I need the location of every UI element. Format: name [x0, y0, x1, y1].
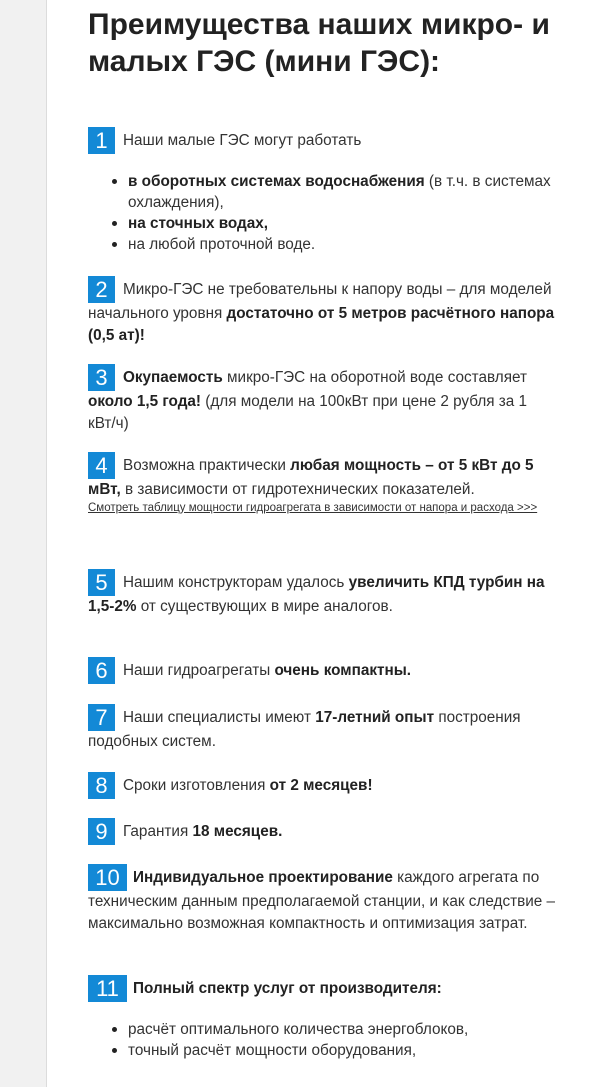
advantage-item-1: [88, 127, 558, 255]
bullet-list: [88, 1019, 558, 1061]
list-item: на сточных водах,: [128, 213, 558, 234]
article-content: [88, 0, 558, 1059]
list-item: в оборотных системах водоснабжения (в т.ч. в системах охлаждения),: [128, 171, 558, 213]
item-number-badge: 4: [88, 452, 115, 479]
advantage-item-4: 4 Возможна практически любая мощность – от 5 кВт до 5 мВт, в зависимости от гидротехнических показателей. Смотреть таблицу мощности гидроагрегата в зависимости от напора и расхода >>>: [88, 452, 558, 515]
item-number-badge: 2: [88, 276, 115, 303]
list-item: расчёт оптимального количества энергоблоков,: [128, 1019, 558, 1040]
advantage-item-8: 8 Сроки изготовления от 2 месяцев!: [88, 772, 558, 799]
bullet-list: [88, 171, 558, 255]
item-number-badge: 7: [88, 704, 115, 731]
item-number-badge: 9: [88, 818, 115, 845]
advantage-item-11: 11 Полный спектр услуг от производителя: расчёт оптимального количества энергоблоков, точный расчёт мощности оборудования,: [88, 975, 558, 1061]
list-item: точный расчёт мощности оборудования,: [128, 1040, 558, 1061]
item-number-badge: 11: [88, 975, 127, 1002]
item-number-badge: 3: [88, 364, 115, 391]
advantage-item-2: 2 Микро-ГЭС не требовательны к напору воды – для моделей начального уровня достаточно от 5 метров расчётного напора (0,5 ат)!: [88, 277, 555, 344]
page-title: Преимущества наших микро- и малых ГЭС (мини ГЭС):: [88, 8, 550, 78]
advantage-item-7: 7 Наши специалисты имеют 17-летний опыт построения подобных систем.: [88, 705, 521, 750]
item-text: Наши малые ГЭС могут работать: [123, 132, 362, 149]
item-number-badge: 6: [88, 657, 115, 684]
list-item: на любой проточной воде.: [128, 234, 558, 255]
advantage-item-9: 9 Гарантия 18 месяцев.: [88, 818, 558, 845]
item-number-badge: 8: [88, 772, 115, 799]
advantage-item-3: 3 Окупаемость микро-ГЭС на оборотной воде составляет около 1,5 года! (для модели на 100кВт при цене 2 рубля за 1 кВт/ч): [88, 365, 528, 432]
item-number-badge: 5: [88, 569, 115, 596]
item-number-badge: 10: [88, 864, 127, 891]
item-number-badge: 1: [88, 127, 115, 154]
advantage-item-10: 10 Индивидуальное проектирование каждого агрегата по техническим данным предполагаемой станции, и как следствие – максимально возможная компактность и оптимизация затрат.: [88, 865, 556, 932]
page-panel: [46, 0, 600, 1087]
advantage-item-5: 5 Нашим конструкторам удалось увеличить КПД турбин на 1,5-2% от существующих в мире аналогов.: [88, 570, 545, 615]
power-table-link[interactable]: Смотреть таблицу мощности гидроагрегата в зависимости от напора и расхода >>>: [88, 501, 538, 514]
advantage-item-6: 6 Наши гидроагрегаты очень компактны.: [88, 657, 558, 684]
